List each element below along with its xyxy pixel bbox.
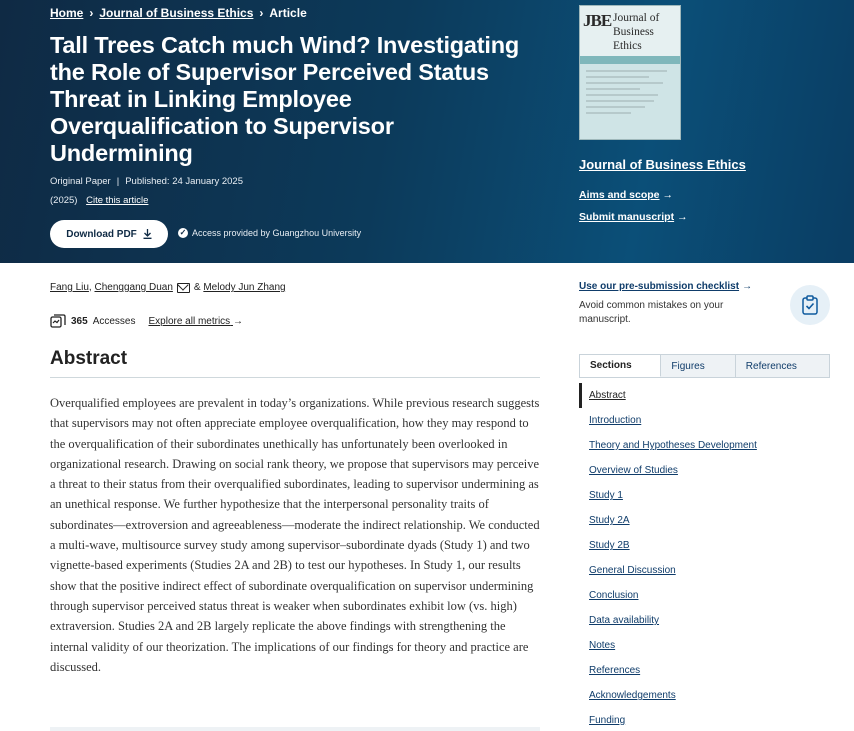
author-link[interactable]: Chenggang Duan: [94, 282, 173, 293]
article-title: Tall Trees Catch much Wind? Investigating the Role of Supervisor Perceived Status Threat in Linking Employee Overqualification to Supervisor Undermining: [50, 32, 520, 166]
cover-name-line: Business: [613, 26, 654, 38]
accesses-count: 365: [71, 315, 88, 327]
article-citation: [50, 195, 148, 206]
aims-scope-link[interactable]: [579, 189, 673, 201]
tab-figures[interactable]: Figures: [661, 355, 735, 377]
breadcrumb-current: Article: [269, 6, 307, 20]
download-pdf-label: Download PDF: [66, 228, 137, 240]
download-pdf-button[interactable]: [50, 220, 168, 248]
tab-sections[interactable]: Sections: [580, 355, 661, 377]
divider: [50, 377, 540, 378]
access-provider: Access provided by Guangzhou University: [192, 228, 362, 238]
section-link-study-2b[interactable]: Study 2B: [589, 540, 630, 551]
accesses-icon: [50, 314, 66, 328]
content-box-edge: [50, 727, 540, 731]
published-date: Published: 24 January 2025: [125, 176, 243, 187]
journal-cover[interactable]: [579, 5, 681, 140]
explore-metrics-link[interactable]: [148, 316, 242, 327]
section-link-study-2a[interactable]: Study 2A: [589, 515, 630, 526]
submit-manuscript-link[interactable]: [579, 211, 688, 223]
section-link-conclusion[interactable]: Conclusion: [589, 590, 639, 601]
journal-title-link[interactable]: Journal of Business Ethics: [579, 157, 746, 172]
aims-scope-label: Aims and scope: [579, 189, 660, 201]
article-year: (2025): [50, 195, 78, 206]
arrow-right-icon: →: [677, 211, 688, 223]
sidebar-tabs: [579, 354, 830, 378]
cover-logo: JBE: [583, 11, 612, 30]
breadcrumb-journal[interactable]: Journal of Business Ethics: [99, 6, 254, 20]
section-link-study-1[interactable]: Study 1: [589, 490, 623, 501]
cover-name-line: Journal of: [613, 12, 660, 24]
cover-toc-lines: [586, 70, 676, 118]
author-list: [50, 282, 286, 293]
tab-references[interactable]: References: [745, 360, 797, 372]
section-link-references[interactable]: References: [589, 665, 641, 676]
explore-metrics-label: Explore all metrics: [148, 315, 231, 327]
author-link[interactable]: Fang Liu: [50, 282, 89, 293]
download-icon: [143, 229, 152, 239]
arrow-right-icon: →: [742, 281, 753, 292]
cover-band: [580, 56, 680, 64]
accesses-label: Accesses: [92, 315, 136, 327]
breadcrumb-home[interactable]: Home: [50, 6, 84, 20]
clipboard-check-icon: [790, 285, 830, 325]
breadcrumb-separator: ›: [259, 6, 264, 20]
section-nav: [579, 383, 830, 731]
abstract-heading: Abstract: [50, 348, 128, 369]
article-meta: Original Paper | Published: 24 January 2025: [50, 176, 243, 187]
author-separator: &: [193, 282, 201, 293]
section-link-notes[interactable]: Notes: [589, 640, 616, 651]
section-link-introduction[interactable]: Introduction: [589, 415, 642, 426]
abstract-text: Overqualified employees are prevalent in today’s organizations. While previous research suggests that supervisors may not often appreciate employee overqualification, how they may respond to the overqualification of their subordinates unethically has unfortunately been overlooked in organizational research. Drawing on social rank theory, we propose that supervisors may perceive a threat to their status from their overqualified subordinates, leading to supervisor undermining as an unethical response. We further hypothesize that the interpersonal personality traits of subordinates—extroversion and agreeableness—moderate the indirect relationship. We conducted a multi-wave, multisource survey study among supervisor–subordinate dyads (Study 1) and two vignette-based experiments (Studies 2A and 2B) to test our hypotheses. In Study 1, our results show that the positive indirect effect of subordinate overqualification on supervisor undermining through supervisor perceived status threat is weaker when subordinates exhibit low (vs. high) extraversion. Studies 2A and 2B largely replicate the above findings with strengthening the internal validity of our theorization. The implications of our findings for theory and practice are discussed.: [50, 396, 540, 674]
author-link[interactable]: Melody Jun Zhang: [203, 282, 286, 293]
email-icon[interactable]: [177, 283, 190, 293]
article-metrics: [50, 314, 243, 328]
article-header: [0, 0, 854, 263]
arrow-right-icon: →: [232, 315, 243, 327]
submit-manuscript-label: Submit manuscript: [579, 211, 675, 223]
cover-journal-name: [613, 11, 659, 53]
section-link-data-availability[interactable]: Data availability: [589, 615, 660, 626]
arrow-right-icon: →: [662, 189, 674, 201]
breadcrumb: [50, 6, 307, 20]
article-type: Original Paper: [50, 176, 111, 187]
section-link-theory[interactable]: Theory and Hypotheses Development: [589, 440, 757, 451]
checklist-link-label: Use our pre-submission checklist: [579, 281, 740, 292]
cover-name-line: Ethics: [613, 40, 642, 52]
cite-article-link[interactable]: Cite this article: [86, 195, 149, 206]
section-link-overview[interactable]: Overview of Studies: [589, 465, 678, 476]
section-link-discussion[interactable]: General Discussion: [589, 565, 676, 576]
section-link-acknowledgements[interactable]: Acknowledgements: [589, 690, 676, 701]
checklist-link[interactable]: [579, 281, 752, 292]
access-info: [178, 228, 361, 238]
section-link-funding[interactable]: Funding: [589, 715, 626, 726]
checklist-description: Avoid common mistakes on your manuscript.: [579, 300, 724, 325]
breadcrumb-separator: ›: [89, 6, 94, 20]
author-separator: ,: [88, 282, 92, 293]
check-circle-icon: ✓: [179, 228, 187, 237]
section-link-abstract[interactable]: Abstract: [579, 383, 830, 408]
